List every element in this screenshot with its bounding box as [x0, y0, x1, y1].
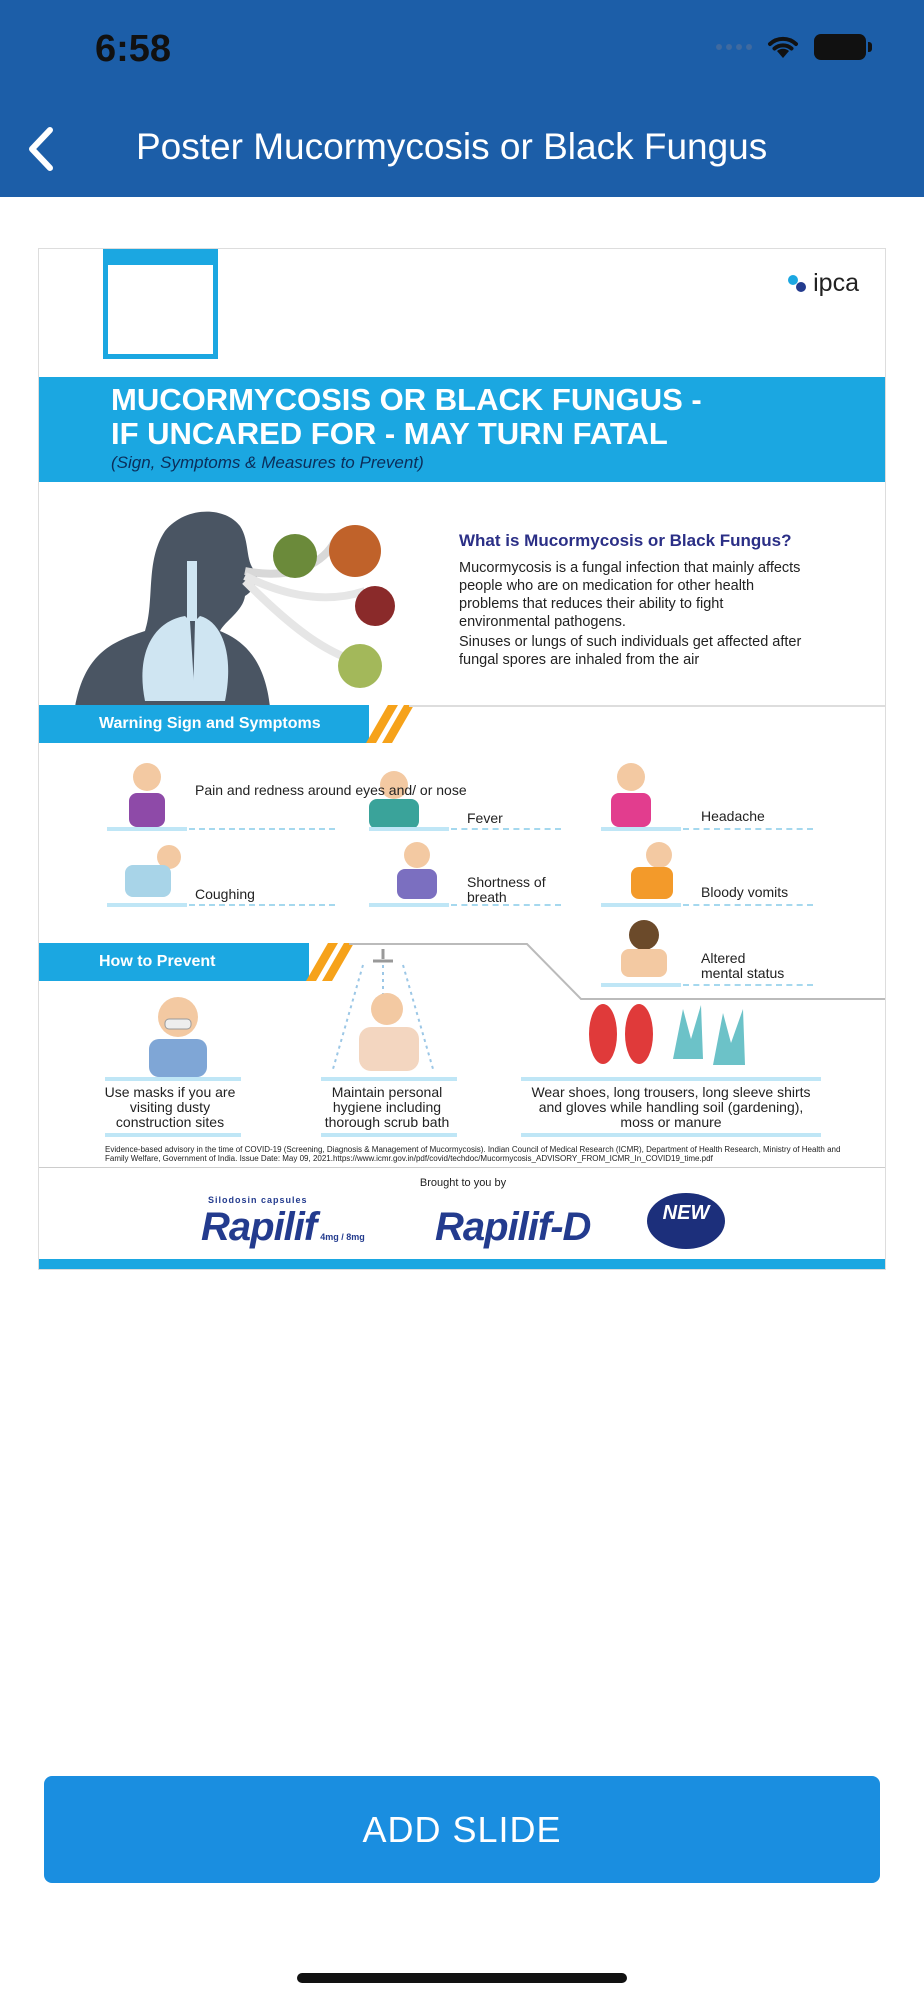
symptom-label: Pain and redness around eyes and/ or nose [195, 782, 467, 798]
symptom-eye-pain-illustration [117, 759, 177, 829]
scale-line [321, 1077, 457, 1081]
cellular-signal-icon [716, 44, 752, 50]
symptom-label: Coughing [195, 886, 255, 902]
prevent-label: Maintain personal hygiene including thorough scrub bath [324, 1084, 450, 1130]
scale-line [369, 827, 449, 831]
dashed-line [451, 828, 561, 830]
prevent-label: Use masks if you are visiting dusty construction sites [104, 1084, 236, 1130]
dashed-line [683, 828, 813, 830]
poster-placeholder-box [103, 249, 218, 359]
scale-line [321, 1133, 457, 1137]
new-badge: NEW [647, 1193, 725, 1249]
symptom-breath-illustration [387, 839, 447, 901]
symptom-label: Altered mental status [701, 950, 785, 981]
what-heading: What is Mucormycosis or Black Fungus? [459, 531, 792, 550]
rapilif-tagline: Silodosin capsules [208, 1195, 308, 1205]
page-title: Poster Mucormycosis or Black Fungus [136, 126, 768, 167]
warning-heading: Warning Sign and Symptoms [39, 705, 369, 743]
status-icons [716, 34, 866, 60]
scale-line [601, 827, 681, 831]
scale-line [521, 1077, 821, 1081]
scale-line [107, 903, 187, 907]
poster-subtitle: (Sign, Symptoms & Measures to Prevent) [111, 453, 424, 472]
back-arrow-icon[interactable] [22, 124, 62, 174]
prevent-mask-illustration [135, 993, 221, 1079]
home-indicator[interactable] [297, 1973, 627, 1983]
scale-line [105, 1133, 241, 1137]
ipca-logo-text: ipca [813, 269, 859, 297]
poster-image [38, 248, 886, 1270]
divider [409, 705, 886, 707]
scale-line [107, 827, 187, 831]
prevent-label: Wear shoes, long trousers, long sleeve shirts and gloves while handling soil (gardening), moss or manure [531, 1084, 811, 1130]
dashed-line [189, 828, 335, 830]
symptom-label: Fever [467, 810, 503, 826]
lungs-illustration [75, 501, 425, 707]
prevent-shoes-gloves-illustration [583, 999, 753, 1069]
dashed-line [451, 904, 561, 906]
reference-text: Evidence-based advisory in the time of COVID-19 (Screening, Diagnosis & Management of Mucormycosis). Indian Council of Medical Research (ICMR), Department of Health Research, Ministry of Health and Family Welfare, Government of India. Issue Date: May 09, 2021.https://www.icmr.gov.in/pdf/covid/techdoc/Mucormycosis_ADVISORY_FROM_ICMR_In_COVID19_time.pdf [105, 1145, 841, 1163]
scale-line [601, 903, 681, 907]
symptom-label: Headache [701, 808, 765, 824]
what-text-1: Mucormycosis is a fungal infection that mainly affects people who are on medication for other health problems that reduces their ability to fight environmental pathogens. [459, 560, 801, 630]
symptom-fever-illustration [359, 769, 429, 831]
poster-title-line1: MUCORMYCOSIS OR BLACK FUNGUS - [111, 382, 702, 417]
what-text-2: Sinuses or lungs of such individuals get affected after fungal spores are inhaled from the air [459, 634, 802, 668]
poster-footer-band [39, 1259, 886, 1270]
prevent-heading: How to Prevent [39, 943, 309, 981]
symptom-label: Shortness of breath [467, 874, 546, 905]
symptom-vomit-illustration [623, 839, 683, 901]
scale-line [521, 1133, 821, 1137]
scale-line [105, 1077, 241, 1081]
dashed-line [189, 904, 335, 906]
rapilif-name: Rapilif [201, 1205, 317, 1249]
dashed-line [683, 904, 813, 906]
symptom-label: Bloody vomits [701, 884, 789, 900]
wifi-icon [766, 34, 800, 60]
rapilif-d-logo: Rapilif-D [435, 1205, 591, 1249]
battery-icon [814, 34, 866, 60]
status-time: 6:58 [95, 28, 172, 70]
symptom-headache-illustration [601, 759, 661, 829]
rapilif-logo [201, 1195, 365, 1250]
poster-title-band [39, 377, 886, 482]
prevent-bath-illustration [323, 949, 443, 1079]
add-slide-button[interactable]: ADD SLIDE [44, 1776, 880, 1883]
brought-by-text: Brought to you by [419, 1177, 507, 1189]
scale-line [369, 903, 449, 907]
ipca-logo [787, 269, 859, 298]
symptom-cough-illustration [119, 843, 189, 903]
divider [39, 1167, 886, 1168]
ipca-logo-mark-icon [787, 273, 809, 295]
rapilif-dose: 4mg / 8mg [320, 1232, 365, 1242]
app-bar [0, 0, 924, 197]
poster-title-line2: IF UNCARED FOR - MAY TURN FATAL [111, 416, 668, 451]
poster-title [111, 383, 702, 451]
